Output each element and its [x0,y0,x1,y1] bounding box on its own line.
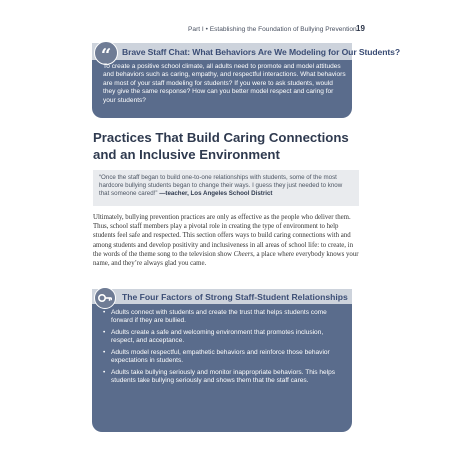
key-icon [94,287,116,309]
running-head [188,26,373,33]
list-item-text: Adults connect with students and create the trust that helps students come forward if they are bullied. [111,309,327,325]
list-item [103,329,347,346]
body-paragraph [93,213,361,268]
key-icon-glyph [95,288,115,308]
list-item [103,309,347,326]
pull-quote [99,174,354,199]
show-title: Cheers [233,250,254,258]
bullet: • [103,309,106,316]
bullet: • [103,368,106,376]
brave-staff-chat-body: To create a positive school climate, all adults need to promote and model attitudes and behaviors such as caring, empathy, and respectful interactions. What behaviors are most of your staff modeling for students? If you were to ask students, would they give the same response? How can you better model respect and caring for your students? [103,63,346,104]
body-paragraph-part1: Ultimately, bullying prevention practices are only as effective as the people who deliver them. Thus, school staff members play a pivotal role in creating the type of environment to help students feel safe and respected. This section offers ways to build caring connections with and among students and develop positivity and inclusiveness in all areas of school life: to create, in the words of the theme song to the television show [93,214,353,258]
bullet: • [103,328,106,336]
section-heading: Practices That Build Caring Connections and an Inclusive Environment [93,130,349,162]
bullet: • [103,348,106,356]
list-item [103,349,347,366]
pull-quote-text: “Once the staff began to build one-to-one relationships with students, some of the most hardcore bullying students began to change their ways. I guess they just needed to know that someone cared!” [99,174,343,198]
quote-icon: “ [94,41,118,65]
list-item-text: Adults model respectful, empathetic behaviors and reinforce those behavior expectations in students. [111,348,330,365]
list-item [103,369,347,386]
page-number: 19 [356,24,365,33]
body-paragraph-part2: , a place where everybody knows your name, and they’re always glad you came. [93,250,359,268]
list-item-text: Adults take bullying seriously and monitor inappropriate behaviors. This helps students take bullying seriously and shows them that the staff cares. [111,368,336,385]
brave-staff-chat-title: Brave Staff Chat: What Behaviors Are We Modeling for Our Students? [122,47,400,57]
pull-quote-attribution: —teacher, Los Angeles School District [159,190,273,198]
four-factors-list [103,309,347,389]
four-factors-title: The Four Factors of Strong Staff-Student Relationships [122,292,348,302]
list-item-text: Adults create a safe and welcoming environment that promotes inclusion, respect, and acceptance. [111,328,324,345]
running-head-text: Part I • Establishing the Foundation of Bullying Prevention [188,26,357,33]
